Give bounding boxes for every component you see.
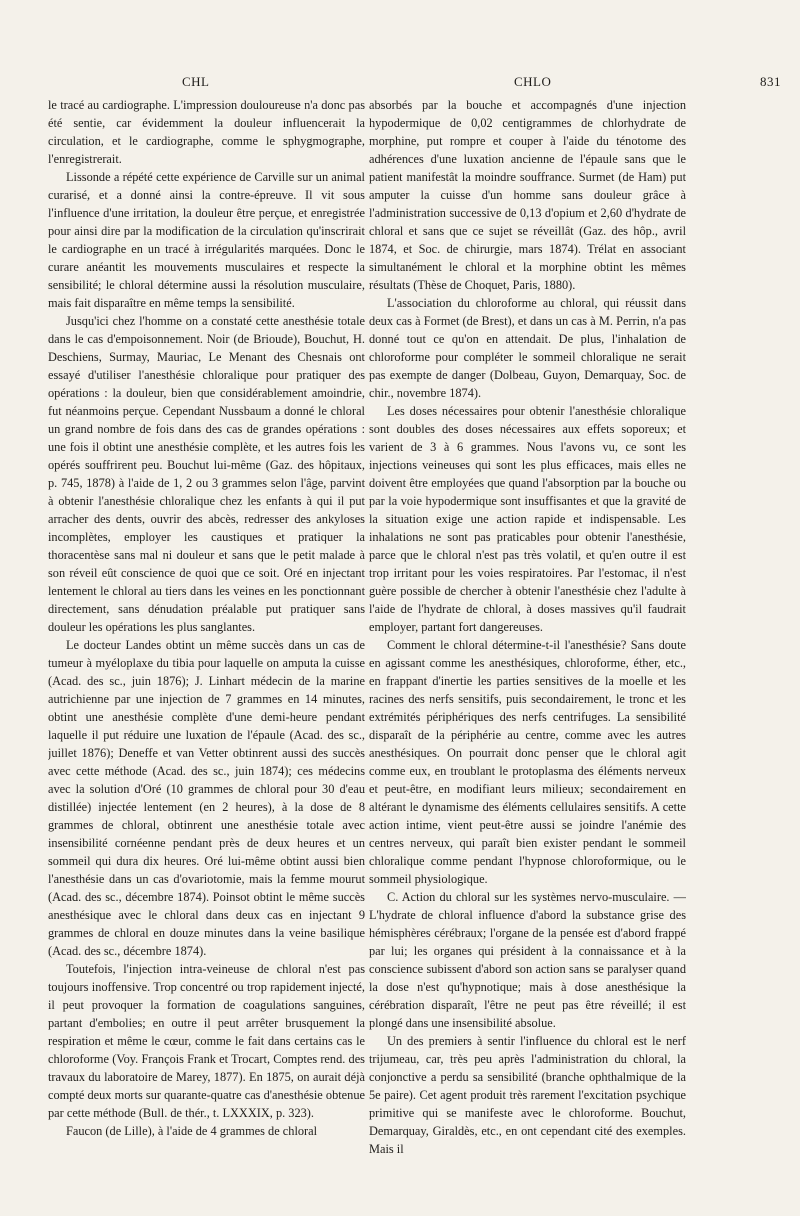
paragraph: Jusqu'ici chez l'homme on a constaté cette anesthésie totale dans le cas d'empoisonnement. Noir (de Brioude), Bouchut, H. Deschiens, Surmay, Mauriac, Le Menant des Chesnais ont essayé d'utiliser l'anesthésie chloralique pour pratiquer des opérations : la douleur, bien que considérablement amoindrie, fut néanmoins perçue. Cependant Nussbaum a donné le chloral un grand nombre de fois dans des cas de grandes opérations : une fois il obtint une anesthésie complète, et les autres fois les opérés souffrirent peu. Bouchut lui-même (Gaz. des hôpitaux, p. 745, 1878) à l'aide de 1, 2 ou 3 grammes selon l'âge, parvint à obtenir l'anesthésie chloralique chez les enfants à qui il put arracher des dents, ouvrir des abcès, redresser des ankyloses incomplètes, employer les caustiques et pratiquer la thoracentèse sans mal ni douleur et sans que le petit malade à son réveil eût conscience de quoi que ce soit. Oré en injectant lentement le chloral au tiers dans les veines en les ponctionnant directement, sans dénudation préalable put pratiquer sans douleur les opérations les plus sanglantes. [48,314,365,634]
paragraph: Un des premiers à sentir l'influence du chloral est le nerf trijumeau, car, très peu après l'administration du chloral, la conjonctive a perdu sa sensibilité (branche ophthalmique de la 5e paire). Cet agent produit très rarement l'excitation psychique primitive qui se manifeste avec le chloroforme. Bouchut, Demarquay, Giraldès, etc., en ont cependant cité des exemples. Mais il [369,1034,686,1156]
paragraph: Lissonde a répété cette expérience de Carville sur un animal curarisé, et a donné ainsi la contre-épreuve. Il vit sous l'influence d'une irritation, la douleur être perçue, et enregistrée pour ainsi dire par la modification de la circulation qu'inscrirait le cardiographe en un tracé à irrégularités marquées. Donc le curare anéantit les mouvements musculaires et respecte la sensibilité; le chloral détermine aussi la résolution musculaire, mais fait disparaître en même temps la sensibilité. [48,170,365,310]
paragraph: C. Action du chloral sur les systèmes nervo-musculaire. — L'hydrate de chloral influence d'abord la substance grise des hémisphères cérébraux; l'organe de la pensée est d'abord frappé par lui; les organes qui président à la connaissance et à la conscience subissent d'abord son action sans se paralyser quand la dose n'est qu'hypnotique; mais à dose anesthésique la cérébration disparaît, l'être ne peut pas être réveillé; il est plongé dans une insensibilité absolue. [369,890,686,1030]
paragraph: Les doses nécessaires pour obtenir l'anesthésie chloralique sont doubles des doses nécessaires aux effets soporeux; et varient de 3 à 6 grammes. Nous l'avons vu, ce sont les injections veineuses qui sont les plus efficaces, mais elles ne doivent être employées que quand l'absorption par la bouche ou par la voie hypodermique sont insuffisantes et que la gravité de la situation exige une action rapide et indispensable. Les inhalations ne sont pas praticables pour obtenir l'anesthésie, parce que le chloral n'est pas très volatil, et qu'en outre il est trop irritant pour les voies respiratoires. Par l'estomac, il n'est guère possible de chercher à obtenir l'anesthésie chez l'adulte à l'aide de l'hydrate de chloral, à doses massives qu'il faudrait employer, partant fort dangereuses. [369,404,686,634]
paragraph: L'association du chloroforme au chloral, qui réussit dans deux cas à Formet (de Brest), et dans un cas à M. Perrin, n'a pas donné tout ce qu'on en attendait. De plus, l'inhalation de chloroforme pour compléter le sommeil chloralique ne serait pas exempte de danger (Dolbeau, Guyon, Demarquay, Soc. de chir., novembre 1874). [369,296,686,400]
paragraph: absorbés par la bouche et accompagnés d'une injection hypodermique de 0,02 centigrammes de chlorhydrate de morphine, put rompre et couper à l'aide du ténotome des adhérences d'une luxation ancienne de l'épaule sans que le patient manifestât la moindre souffrance. Surmet (de Ham) put amputer la cuisse d'un homme sans douleur grâce à l'administration successive de 0,13 d'opium et 2,60 d'hydrate de chloral et sans que ce sujet se réveillât (Gaz. des hôp., avril 1874, et Soc. de chirurgie, mars 1874). Trélat en associant simultanément le chloral et la morphine obtint les mêmes résultats (Thèse de Choquet, Paris, 1880). [369,98,686,292]
paragraph: Toutefois, l'injection intra-veineuse de chloral n'est pas toujours inoffensive. Trop concentré ou trop rapidement injecté, il peut provoquer la formation de coagulations sanguines, partant d'embolies; en outre il peut arrêter brusquement la respiration et même le cœur, comme le fait dans certains cas le chloroforme (Voy. François Frank et Trocart, Comptes rend. des travaux du laboratoire de Marey, 1877). En 1875, on aurait déjà compté deux morts sur quarante-quatre cas d'anesthésie obtenue par cette méthode (Bull. de thér., t. LXXXIX, p. 323). [48,962,365,1120]
left-column [48,96,365,1196]
running-header [0,74,800,96]
header-left-word: CHL [182,74,210,89]
header-center-word: CHLO [514,74,552,89]
paragraph: Comment le chloral détermine-t-il l'anesthésie? Sans doute en agissant comme les anesthésiques, chloroforme, éther, etc., en frappant d'inertie les parties sensitives de la moelle et les racines des nerfs sensitifs, puis secondairement, le tronc et les extrémités périphériques des nerfs centrifuges. La sensibilité disparaît de la périphérie au centre, comme avec les autres anesthésiques. On pourrait donc penser que le chloral agit comme eux, en troublant le protoplasma des éléments nerveux et peut-être, en modifiant leurs milieux; secondairement en altérant le dynamisme des éléments cellulaires sensitifs. A cette action intime, vient peut-être aussi se joindre l'anémie des centres nerveux, qui paraît bien exister pendant le sommeil chloralique comme pendant l'hypnose chloroformique, ou le sommeil physiologique. [369,638,686,886]
right-column [369,96,686,1196]
paragraph: le tracé au cardiographe. L'impression douloureuse n'a donc pas été sentie, car évidemment la douleur influencerait la circulation, et le cardiographe, comme le sphygmographe, l'enregistrerait. [48,98,365,166]
paragraph: Le docteur Landes obtint un même succès dans un cas de tumeur à myéloplaxe du tibia pour laquelle on amputa la cuisse (Acad. des sc., juin 1876); J. Linhart médecin de la marine autrichienne par une injection de 7 grammes en 14 minutes, obtint une anesthésie complète d'une demi-heure pendant laquelle il put réduire une luxation de l'épaule (Acad. des sc., juillet 1876); Deneffe et van Vetter obtinrent aussi des succès avec cette méthode (Acad. des sc., juin 1874); ces médecins avec la solution d'Oré (10 grammes de chloral pour 30 d'eau distillée) injectée lentement (en 2 heures), à la dose de 8 grammes de chloral, obtinrent une anesthésie totale avec insensibilité cornéenne pendant près de deux heures et un sommeil qui dura dix heures. Oré lui-même obtint aussi bien l'anesthésie dans un cas d'ovariotomie, mais la femme mourut (Acad. des sc., décembre 1874). Poinsot obtint le même succès anesthésique avec le chloral dans deux cas en injectant 9 grammes de chloral en douze minutes dans la veine basilique (Acad. des sc., décembre 1874). [48,638,365,958]
page-number: 831 [760,74,781,89]
paragraph: Faucon (de Lille), à l'aide de 4 grammes de chloral [66,1124,318,1138]
